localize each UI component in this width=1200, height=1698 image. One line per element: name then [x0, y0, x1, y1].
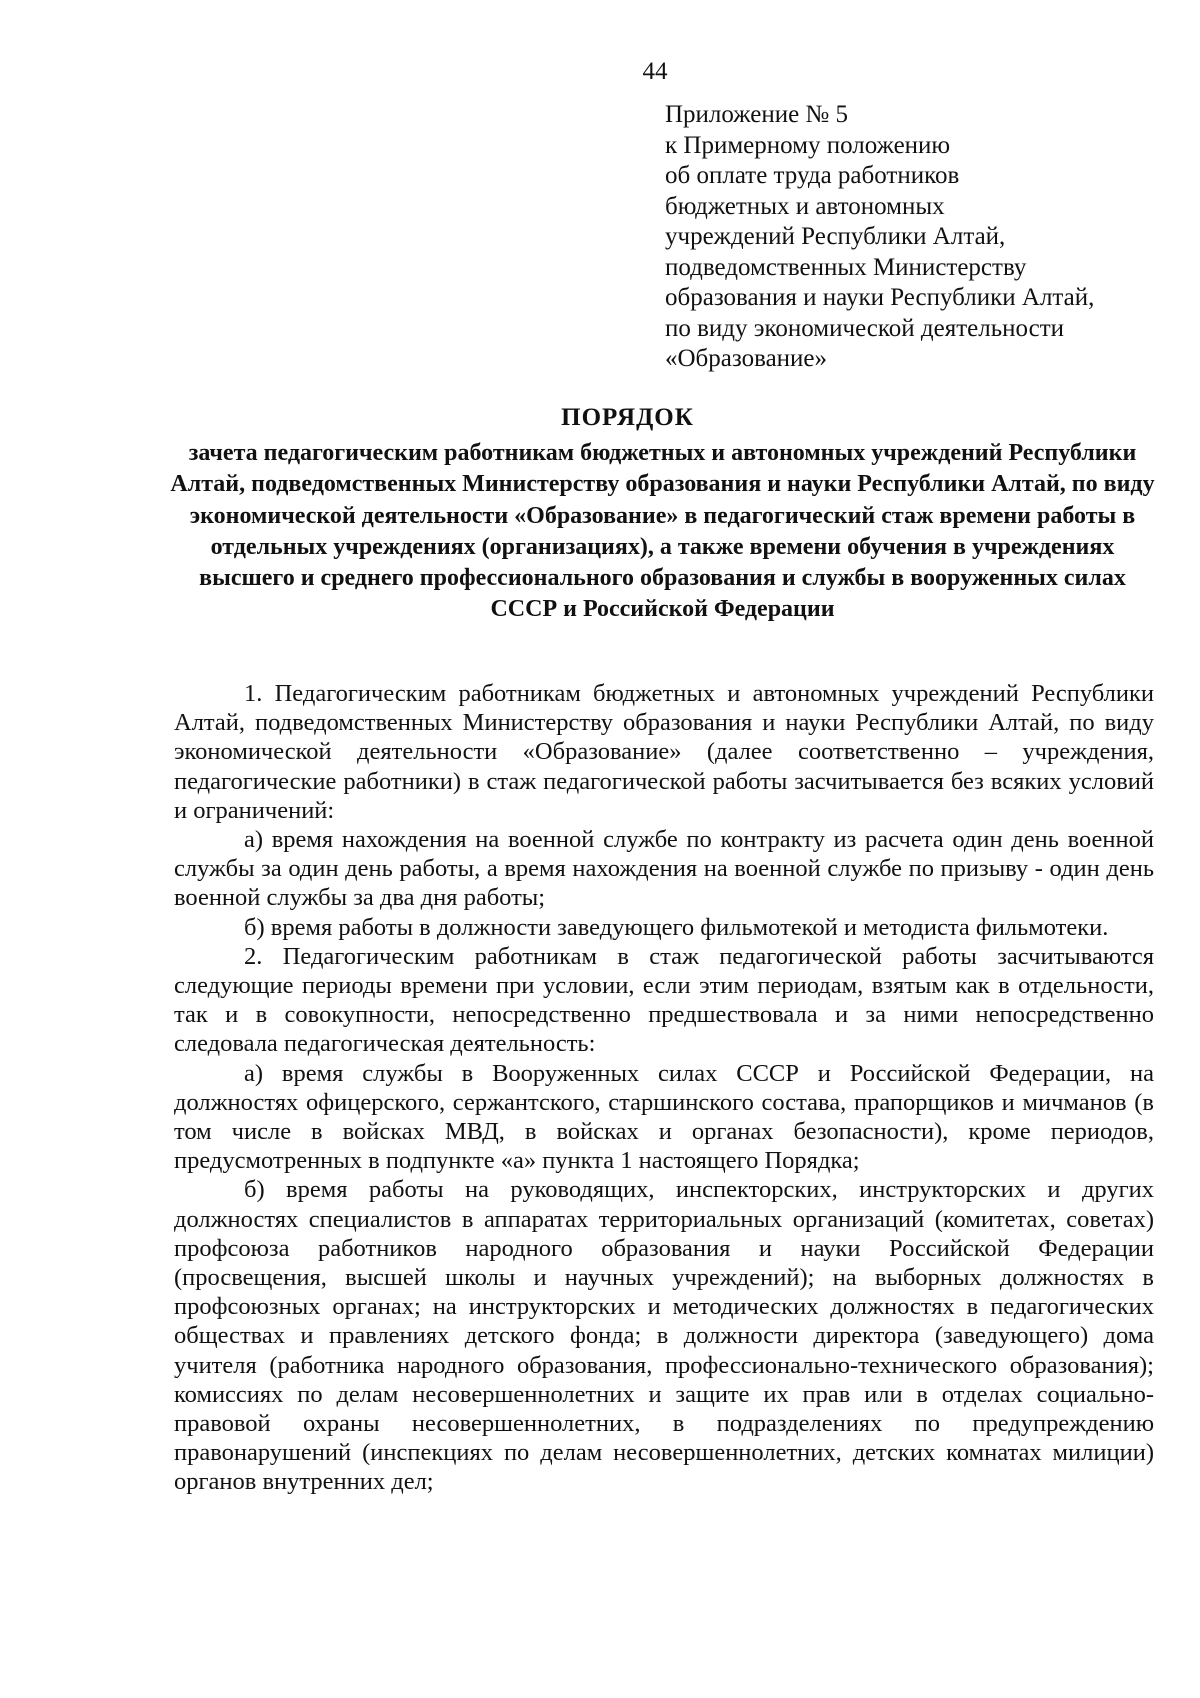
- appendix-line: к Примерному положению: [665, 131, 951, 159]
- paragraph: 2. Педагогическим работникам в стаж педагогической работы засчитываются следующие периоды времени при условии, если этим периодам, взятым как в отдельности, так и в совокупности, непосредственно предшествовала и за ними непосредственно следовала педагогическая деятельность:: [174, 942, 1154, 1058]
- paragraph: б) время работы на руководящих, инспекторских, инструкторских и других должностях специалистов в аппаратах территориальных организаций (комитетах, советах) профсоюза работников народного образования и науки Российской Федерации (просвещения, высшей школы и научных учреждений); на выборных должностях в профсоюзных органах; на инструкторских и методических должностях в педагогических обществах и правлениях детского фонда; в должности директора (заведующего) дома учителя (работника народного образования, профессионально-технического образования); комиссиях по делам несовершеннолетних и защите их прав или в отделах социально-правовой охраны несовершеннолетних, в подразделениях по предупреждению правонарушений (инспекциях по делам несовершеннолетних, детских комнатах милиции) органов внутренних дел;: [174, 1176, 1154, 1496]
- appendix-line: подведомственных Министерству: [665, 253, 1027, 281]
- appendix-line: учреждений Республики Алтай,: [665, 223, 1006, 250]
- appendix-line: образования и науки Республики Алтай,: [665, 284, 1095, 311]
- appendix-reference: [665, 100, 1165, 375]
- document-body: [174, 679, 1154, 1497]
- page-number: 44: [642, 58, 668, 85]
- paragraph: а) время службы в Вооруженных силах СССР и Российской Федерации, на должностях офицерского, сержантского, старшинского состава, прапорщиков и мичманов (в том числе в войсках МВД, в войсках и органах безопасности), кроме периодов, предусмотренных в подпункте «а» пункта 1 настоящего Порядка;: [174, 1059, 1154, 1175]
- appendix-line: по виду экономической деятельности: [665, 314, 1064, 342]
- paragraph: а) время нахождения на военной службе по контракту из расчета один день военной службы за один день работы, а время нахождения на военной службе по призыву - один день военной службы за два дня работы;: [174, 826, 1154, 912]
- paragraph: 1. Педагогическим работникам бюджетных и автономных учреждений Республики Алтай, подведомственных Министерству образования и науки Республики Алтай, по виду экономической деятельности «Образование» (далее соответственно – учреждения, педагогические работники) в стаж педагогической работы засчитывается без всяких условий и ограничений:: [174, 680, 1154, 824]
- appendix-line: об оплате труда работников: [665, 162, 960, 189]
- appendix-line: Приложение № 5: [665, 101, 849, 128]
- appendix-line: бюджетных и автономных: [665, 192, 945, 220]
- paragraph: б) время работы в должности заведующего фильмотекой и методиста фильмотеки.: [244, 913, 1109, 941]
- document-subtitle: зачета педагогическим работникам бюджетных и автономных учреждений Республики Алтай, подведомственных Министерству образования и науки Республики Алтай, по виду экономической деятельности «Образование» в педагогический стаж времени работы в отдельных учреждениях (организациях), а также времени обучения в учреждениях высшего и среднего профессионального образования и службы в вооруженных силах СССР и Российской Федерации: [170, 440, 1155, 623]
- appendix-line: «Образование»: [665, 345, 828, 372]
- document-title: ПОРЯДОК: [561, 404, 694, 431]
